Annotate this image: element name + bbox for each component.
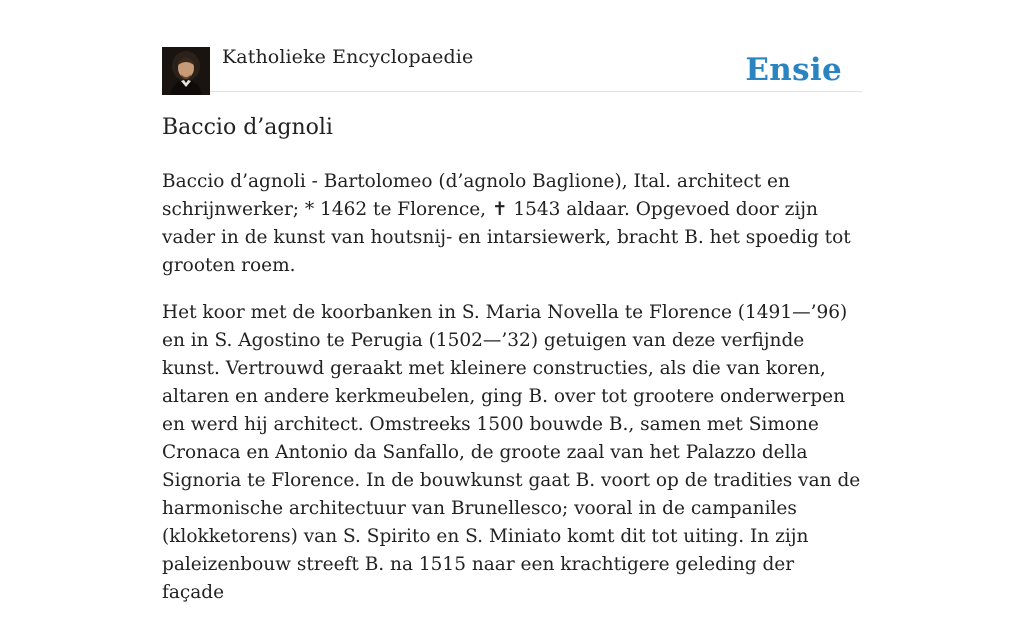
article-body (162, 168, 862, 626)
article-title: Baccio d’agnoli (162, 115, 333, 140)
portrait-avatar-icon (162, 47, 210, 95)
brand-logo[interactable]: Ensie (745, 52, 842, 88)
article-paragraph: Baccio d’agnoli - Bartolomeo (d’agnolo Baglione), Ital. architect en schrijnwerker; * 1462 te Florence, ✝ 1543 aldaar. Opgevoed door zijn vader in de kunst van houtsnij- en intarsiewerk, bracht B. het spoedig tot grooten roem. (162, 171, 851, 276)
article-paragraph: Het koor met de koorbanken in S. Maria Novella te Florence (1491—’96) en in S. Agostino te Perugia (1502—’32) getuigen van deze verfijnde kunst. Vertrouwd geraakt met kleinere constructies, als die van koren, altaren en andere kerkmeubelen, ging B. over tot grootere onderwerpen en werd hij architect. Omstreeks 1500 bouwde B., samen met Simone Cronaca en Antonio da Sanfallo, de groote zaal van het Palazzo della Signoria te Florence. In de bouwkunst gaat B. voort op de tradities van de harmonische architectuur van Brunellesco; vooral in de campaniles (klokketorens) van S. Spirito en S. Miniato komt dit tot uiting. In zijn paleizenbouw streeft B. na 1515 naar een krachtigere geleding der façade (162, 302, 861, 603)
avatar[interactable] (162, 47, 210, 95)
site-name[interactable]: Katholieke Encyclopaedie (222, 46, 474, 68)
site-header (162, 46, 862, 92)
